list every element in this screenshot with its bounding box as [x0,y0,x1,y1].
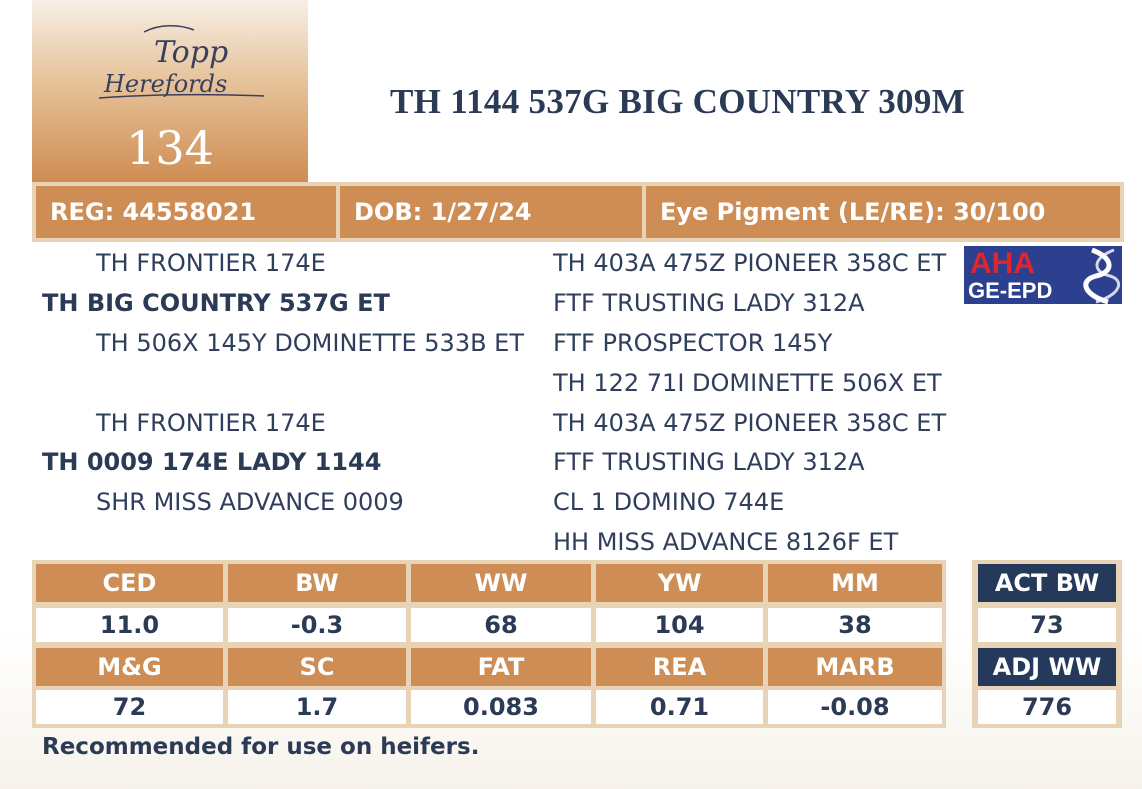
reg-number: REG: 44558021 [36,186,336,238]
epd-value-mg: 72 [36,690,223,724]
dam-grand-2: FTF TRUSTING LADY 312A [553,448,865,476]
epd-value-mm: 38 [768,608,942,642]
epd-value-yw: 104 [596,608,763,642]
epd-value-bw: -0.3 [228,608,406,642]
epd-header-yw: YW [596,564,763,602]
epd-value-sc: 1.7 [228,690,406,724]
sire-grand-3: FTF PROSPECTOR 145Y [553,329,833,357]
sire-grand-1: TH 403A 475Z PIONEER 358C ET [553,249,947,277]
dam-dam: SHR MISS ADVANCE 0009 [96,488,404,516]
act-bw-value: 73 [978,608,1116,642]
lot-number: 134 [126,121,214,175]
badge-graphic [964,246,1122,304]
info-bar [32,182,1124,242]
date-of-birth: DOB: 1/27/24 [340,186,642,238]
epd-header-sc: SC [228,648,406,686]
dam-sire: TH FRONTIER 174E [96,409,326,437]
epd-header-ww: WW [411,564,591,602]
badge-text-bottom: GE-EPD [968,278,1053,303]
logo-text-top: Topp [154,35,229,70]
topp-herefords-logo [84,22,274,112]
epd-header-mg: M&G [36,648,223,686]
epd-header-marb: MARB [768,648,942,686]
dam-grand-3: CL 1 DOMINO 744E [553,488,785,516]
epd-value-ww: 68 [411,608,591,642]
act-bw-label: ACT BW [978,564,1116,602]
epd-header-mm: MM [768,564,942,602]
sire-sire: TH FRONTIER 174E [96,249,326,277]
badge-text-top: AHA [970,247,1035,280]
aha-ge-epd-badge [964,246,1122,304]
epd-value-ced: 11.0 [36,608,223,642]
sire-grand-2: FTF TRUSTING LADY 312A [553,289,865,317]
sire: TH BIG COUNTRY 537G ET [42,289,390,317]
epd-header-rea: REA [596,648,763,686]
dam-grand-4: HH MISS ADVANCE 8126F ET [553,528,899,556]
epd-value-fat: 0.083 [411,690,591,724]
sire-grand-4: TH 122 71I DOMINETTE 506X ET [553,369,942,397]
eye-pigment: Eye Pigment (LE/RE): 30/100 [646,186,1120,238]
logo-box [32,0,308,182]
recommendation-note: Recommended for use on heifers. [42,734,480,760]
epd-header-ced: CED [36,564,223,602]
animal-name: TH 1144 537G BIG COUNTRY 309M [390,82,965,121]
sire-dam: TH 506X 145Y DOMINETTE 533B ET [96,329,525,357]
epd-header-bw: BW [228,564,406,602]
epd-value-rea: 0.71 [596,690,763,724]
epd-header-fat: FAT [411,648,591,686]
adj-ww-label: ADJ WW [978,648,1116,686]
actual-weights [972,560,1122,728]
dam: TH 0009 174E LADY 1144 [42,448,382,476]
epd-table [32,560,946,728]
epd-value-marb: -0.08 [768,690,942,724]
dam-grand-1: TH 403A 475Z PIONEER 358C ET [553,409,947,437]
adj-ww-value: 776 [978,690,1116,724]
logo-text-bottom: Herefords [104,70,228,98]
